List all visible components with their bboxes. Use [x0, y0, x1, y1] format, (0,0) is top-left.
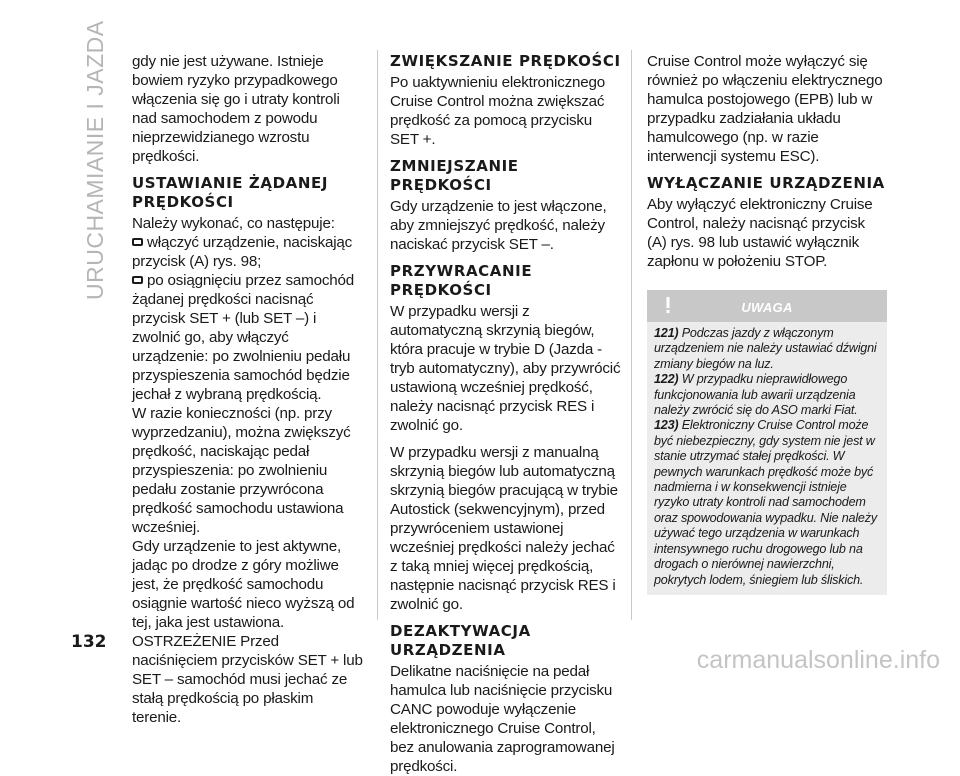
- column-divider: [377, 50, 378, 620]
- warning-box-header: [647, 290, 887, 322]
- list-item: [132, 271, 364, 404]
- note-text: W przypadku nieprawidłowego funkcjonowania lub awarii urządzenia należy zwrócić się do ASO marki Fiat.: [654, 372, 858, 418]
- paragraph: gdy nie jest używane. Istnieje bowiem ryzyko przypadkowego włączenia się go i utraty kontroli nad samochodem z powodu nieprzewidzianego wzrostu prędkości.: [132, 53, 340, 165]
- warning-note: [654, 372, 881, 418]
- note-number: 121): [654, 326, 679, 340]
- chapter-side-title: URUCHAMIANIE I JAZDA: [82, 20, 108, 300]
- section-heading: DEZAKTYWACJA URZĄDZENIA: [390, 622, 531, 659]
- section-heading: WYŁĄCZANIE URZĄDZENIA: [647, 174, 885, 192]
- section-heading: ZMNIEJSZANIE PRĘDKOŚCI: [390, 157, 519, 194]
- watermark: carmanualsonline.info: [696, 646, 940, 674]
- note-number: 123): [654, 418, 679, 433]
- warning-box-body: [647, 322, 887, 595]
- paragraph: Aby wyłączyć elektroniczny Cruise Control, należy nacisnąć przycisk (A) rys. 98 lub ustawić wyłącznik zapłonu w położeniu STOP.: [647, 196, 873, 270]
- column-left: [132, 52, 364, 727]
- page-number: 132: [71, 632, 107, 652]
- note-text: Elektroniczny Cruise Control może być niebezpieczny, gdy system nie jest w stanie utrzymać stałej prędkości. W pewnych warunkach prędkość może być nadmierna i w konsekwencji istnieje ryzyko utraty kontroli nad samochodem oraz spowodowania wypadku. Nie należy używać tego urządzenia w warunkach intensywnego ruchu drogowego lub na drogach o nierównej nawierzchni, pokrytych lodem, śniegiem lub śliskich.: [654, 418, 877, 587]
- list-item: [132, 233, 364, 271]
- column-middle: [390, 52, 622, 776]
- paragraph: Gdy urządzenie to jest aktywne, jadąc po drodze z góry możliwe jest, że prędkość samochodu osiągnie wartość nieco wyższą od tej, jaka jest ustawiona.: [132, 538, 355, 631]
- warning-label: UWAGA: [741, 300, 793, 315]
- note-text: Podczas jazdy z włączonym urządzeniem nie należy ustawiać dźwigni zmiany biegów na luz.: [654, 326, 877, 371]
- paragraph: Cruise Control może wyłączyć się również po włączeniu elektrycznego hamulca postojowego (EPB) lub w przypadku zadziałania układu hamulcowego (np. w razie interwencji systemu ESC).: [647, 53, 883, 165]
- bullet-icon: [132, 276, 143, 284]
- paragraph: W przypadku wersji z automatyczną skrzynią biegów, która pracuje w trybie D (Jazda - tryb automatyczny), aby przywrócić ustawioną wcześniej prędkość, należy nacisnąć przycisk RES i zwolnić go.: [390, 303, 621, 434]
- column-right: [647, 52, 887, 595]
- paragraph: Po uaktywnieniu elektronicznego Cruise Control można zwiększać prędkość za pomocą przycisku SET +.: [390, 74, 605, 148]
- paragraph: W razie konieczności (np. przy wyprzedzaniu), można zwiększyć prędkość, naciskając pedał przyspieszenia: po zwolnieniu pedału zostanie przywrócona prędkość samochodu ustawiona wcześniej.: [132, 405, 351, 536]
- paragraph: OSTRZEŻENIE Przed naciśnięciem przycisków SET + lub SET – samochód musi jechać ze stałą prędkością po płaskim terenie.: [132, 633, 363, 726]
- paragraph: Należy wykonać, co następuje:: [132, 215, 335, 232]
- note-number: 122): [654, 372, 679, 387]
- column-divider: [631, 50, 632, 620]
- section-heading: PRZYWRACANIE PRĘDKOŚCI: [390, 262, 533, 299]
- bullet-icon: [132, 238, 143, 246]
- section-heading: ZWIĘKSZANIE PRĘDKOŚCI: [390, 52, 621, 70]
- warning-note: [654, 326, 881, 372]
- paragraph: Delikatne naciśnięcie na pedał hamulca lub naciśnięcie przycisku CANC powoduje wyłączenie elektronicznego Cruise Control, bez anulowania zaprogramowanej prędkości.: [390, 663, 615, 775]
- paragraph: W przypadku wersji z manualną skrzynią biegów lub automatyczną skrzynią biegów pracującą w trybie Autostick (sekwencyjnym), przed przywróceniem ustawionej wcześniej prędkości należy jechać z taką mniej więcej prędkością, następnie nacisnąć przycisk RES i zwolnić go.: [390, 444, 618, 613]
- warning-note: [654, 418, 881, 587]
- paragraph: Gdy urządzenie to jest włączone, aby zmniejszyć prędkość, należy naciskać przycisk SET –.: [390, 198, 607, 253]
- list-item-text: włączyć urządzenie, naciskając przycisk (A) rys. 98;: [132, 234, 353, 270]
- list-item-text: po osiągnięciu przez samochód żądanej prędkości nacisnąć przycisk SET + (lub SET –) i zwolnić go, aby włączyć urządzenie: po zwolnieniu pedału przyspieszenia samochód będzie jechał z wybraną prędkością.: [132, 272, 354, 403]
- section-heading: USTAWIANIE ŻĄDANEJ PRĘDKOŚCI: [132, 174, 329, 211]
